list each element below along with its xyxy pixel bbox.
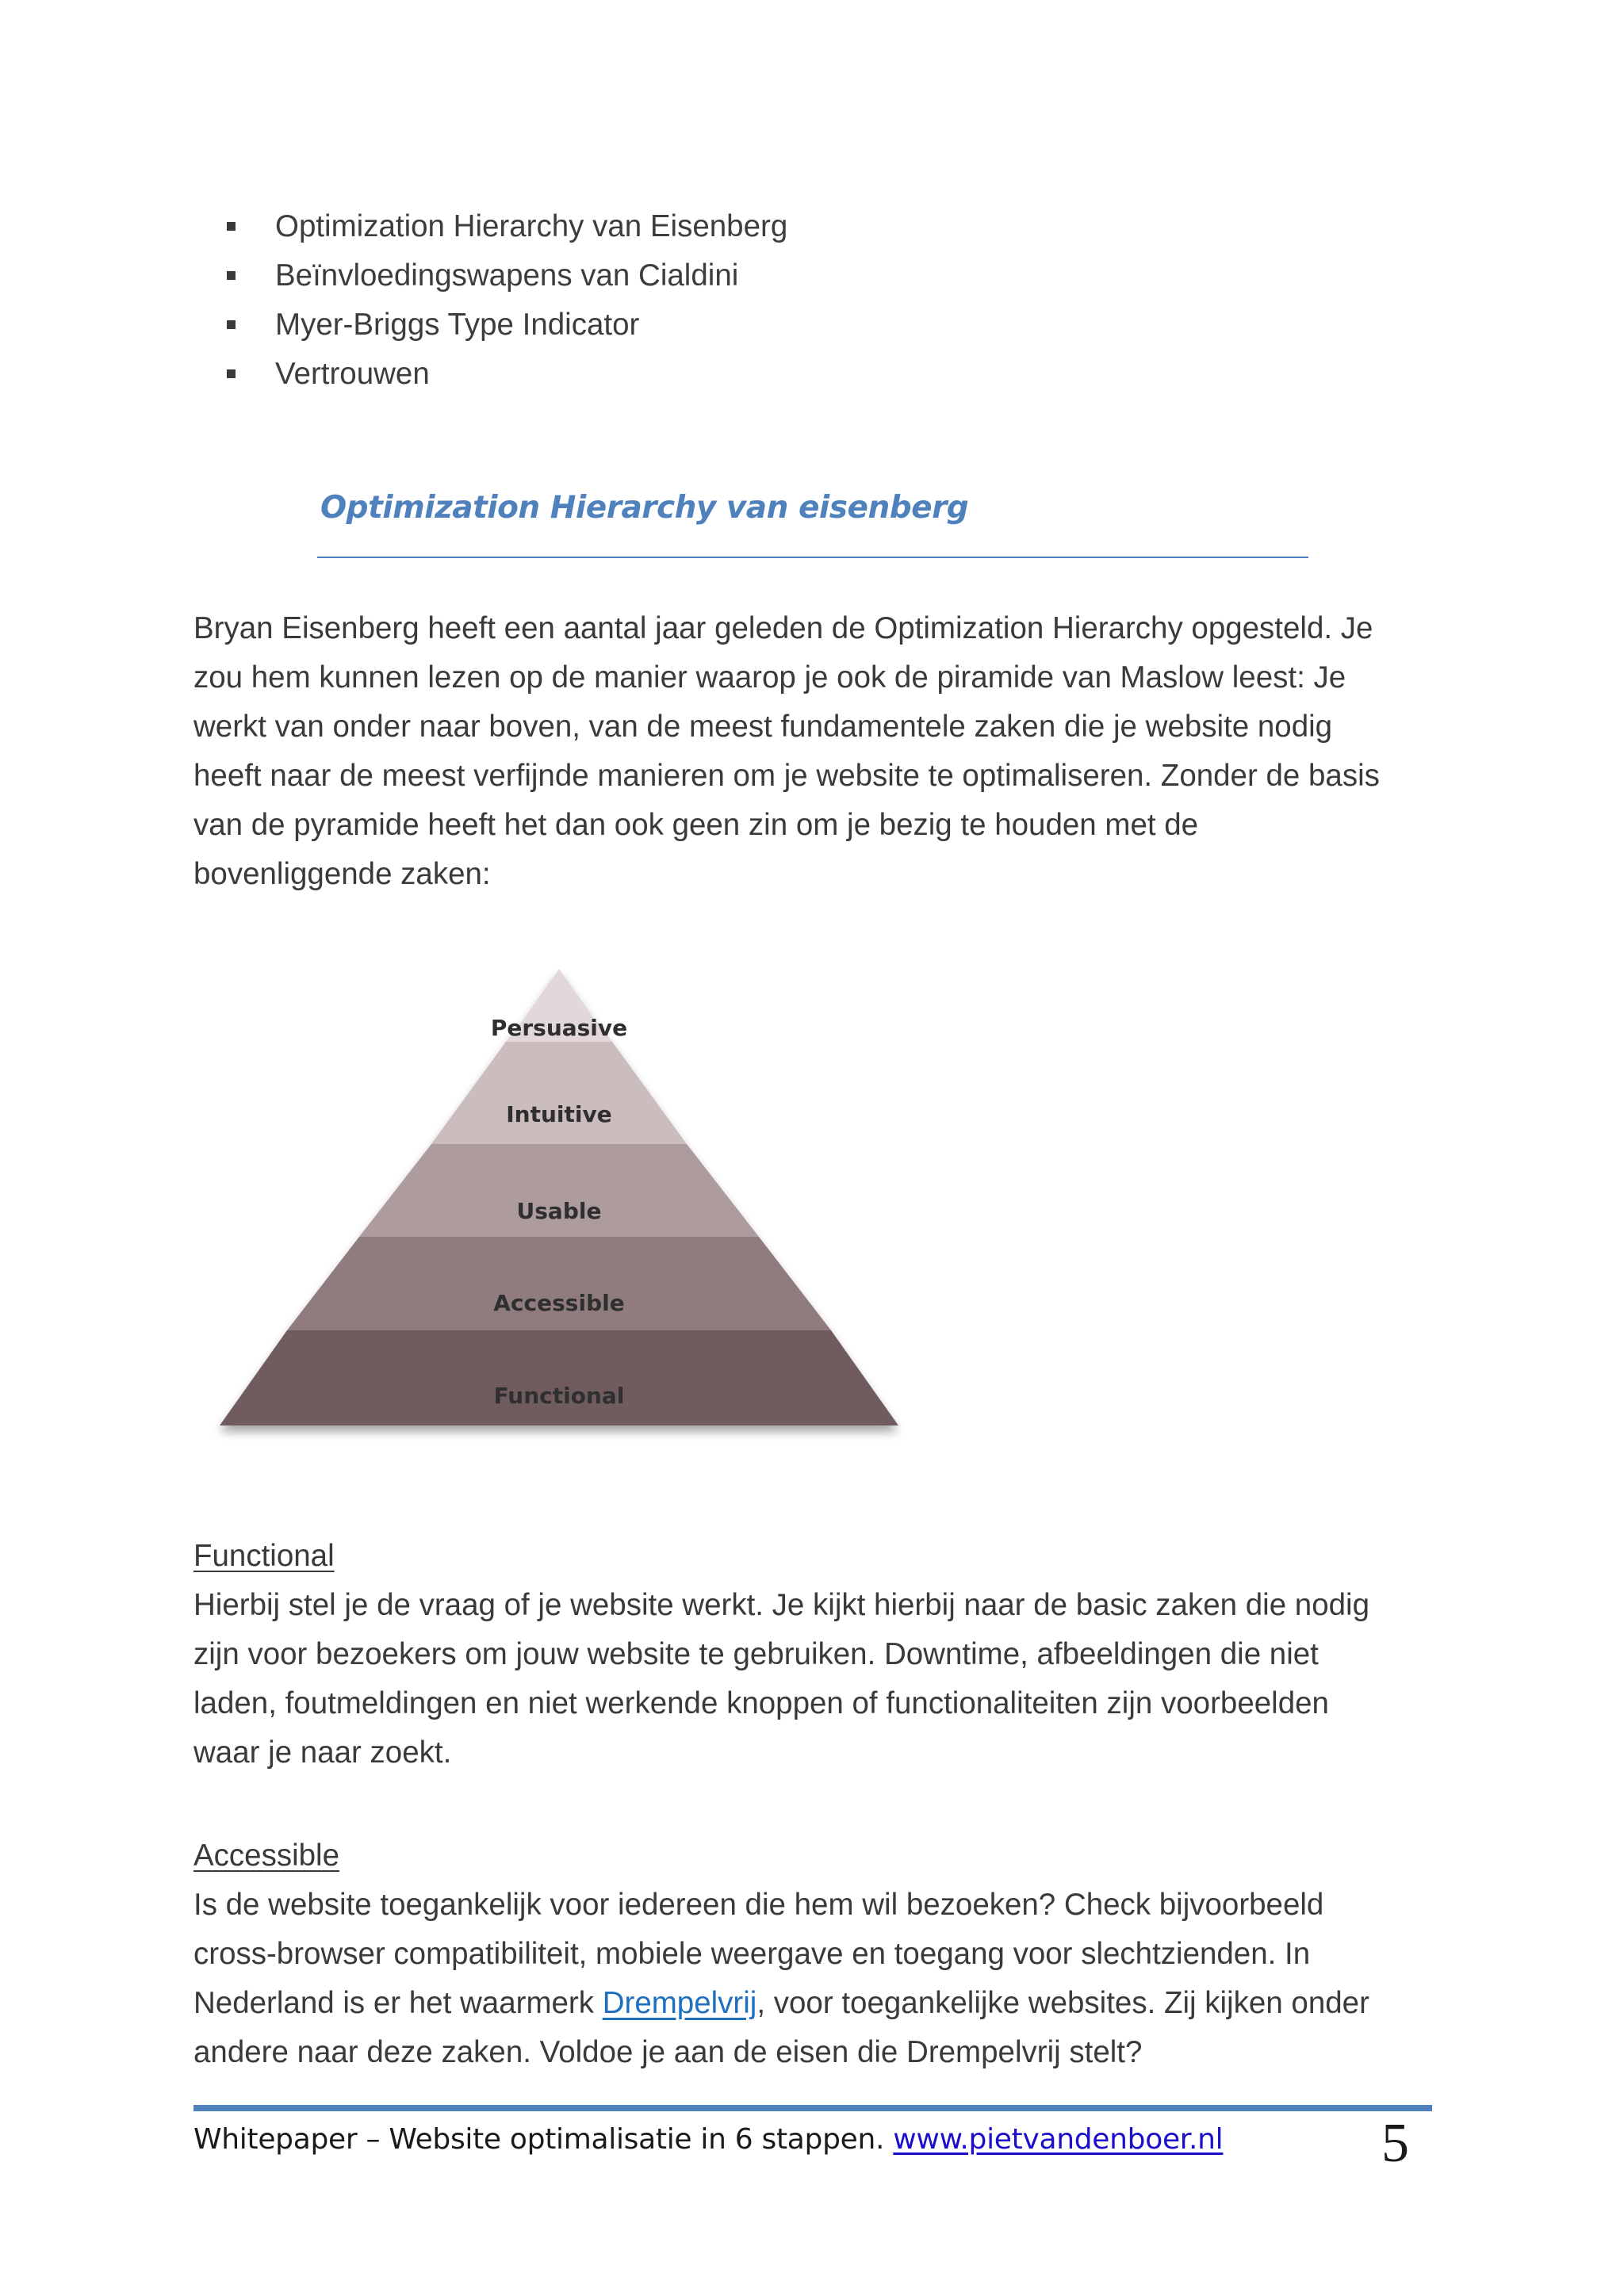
list-item xyxy=(0,202,1624,251)
pyramid-label-functional: Functional xyxy=(493,1383,625,1409)
bullet-text: Myer-Briggs Type Indicator xyxy=(275,308,640,342)
pyramid-label-usable: Usable xyxy=(516,1198,602,1224)
website-link[interactable]: www.pietvandenboer.nl xyxy=(893,2123,1224,2156)
pyramid-label-persuasive: Persuasive xyxy=(490,1015,628,1041)
paragraph-text: Nederland is er het waarmerk xyxy=(193,1986,603,2020)
paragraph-line xyxy=(193,1979,1438,2028)
paragraph-line: cross-browser compatibiliteit, mobiele weergave en toegang voor slechtzienden. In xyxy=(193,1937,1311,1971)
paragraph-line: waar je naar zoekt. xyxy=(193,1735,452,1770)
section-heading: Optimization Hierarchy van eisenberg xyxy=(320,490,969,526)
paragraph-line: Is de website toegankelijk voor iedereen die hem wil bezoeken? Check bijvoorbeeld xyxy=(193,1888,1324,1922)
footer-label: Whitepaper – Website optimalisatie in 6 stappen. xyxy=(193,2123,894,2156)
paragraph-line: Bryan Eisenberg heeft een aantal jaar geleden de Optimization Hierarchy opgesteld. Je xyxy=(193,611,1373,645)
bullet-icon xyxy=(227,320,236,329)
pyramid-svg xyxy=(190,951,928,1475)
bullet-icon xyxy=(227,222,236,231)
paragraph-line: Hierbij stel je de vraag of je website werkt. Je kijkt hierbij naar de basic zaken die nodig xyxy=(193,1588,1370,1622)
bullet-text: Vertrouwen xyxy=(275,357,430,391)
optimization-pyramid-figure xyxy=(190,951,928,1475)
paragraph-line: zijn voor bezoekers om jouw website te gebruiken. Downtime, afbeeldingen die niet xyxy=(193,1637,1319,1671)
bullet-icon xyxy=(227,369,236,378)
drempelvrij-link[interactable]: Drempelvrij xyxy=(602,1986,757,2020)
accessible-heading: Accessible xyxy=(193,1839,340,1873)
page-number: 5 xyxy=(1381,2113,1409,2174)
paragraph-line: zou hem kunnen lezen op de manier waarop je ook de piramide van Maslow leest: Je xyxy=(193,660,1346,695)
paragraph-text: , voor toegankelijke websites. Zij kijken onder xyxy=(756,1986,1369,2020)
pyramid-level-intuitive xyxy=(431,1042,687,1144)
list-item xyxy=(0,251,1624,300)
functional-heading: Functional xyxy=(193,1539,335,1573)
list-item xyxy=(0,300,1624,350)
footer-rule xyxy=(193,2105,1432,2111)
accessible-paragraph xyxy=(193,1881,1438,2077)
pyramid-level-accessible xyxy=(287,1237,831,1330)
heading-underline xyxy=(317,557,1308,558)
bullet-icon xyxy=(227,271,236,280)
footer-text xyxy=(193,2123,1223,2156)
list-item xyxy=(0,350,1624,399)
functional-paragraph xyxy=(193,1581,1438,1777)
bullet-text: Beïnvloedingswapens van Cialdini xyxy=(275,258,739,293)
paragraph-line: andere naar deze zaken. Voldoe je aan de eisen die Drempelvrij stelt? xyxy=(193,2035,1143,2069)
paragraph-line: heeft naar de meest verfijnde manieren om je website te optimaliseren. Zonder de basis xyxy=(193,759,1380,793)
paragraph-line: bovenliggende zaken: xyxy=(193,857,491,891)
pyramid-label-accessible: Accessible xyxy=(493,1290,625,1316)
pyramid-label-intuitive: Intuitive xyxy=(506,1101,612,1127)
pyramid-level-functional xyxy=(220,1330,898,1425)
intro-paragraph xyxy=(193,604,1438,899)
paragraph-line: werkt van onder naar boven, van de meest fundamentele zaken die je website nodig xyxy=(193,710,1333,744)
paragraph-line: laden, foutmeldingen en niet werkende knoppen of functionaliteiten zijn voorbeelden xyxy=(193,1686,1329,1720)
bullet-text: Optimization Hierarchy van Eisenberg xyxy=(275,209,788,243)
paragraph-line: van de pyramide heeft het dan ook geen zin om je bezig te houden met de xyxy=(193,808,1199,842)
